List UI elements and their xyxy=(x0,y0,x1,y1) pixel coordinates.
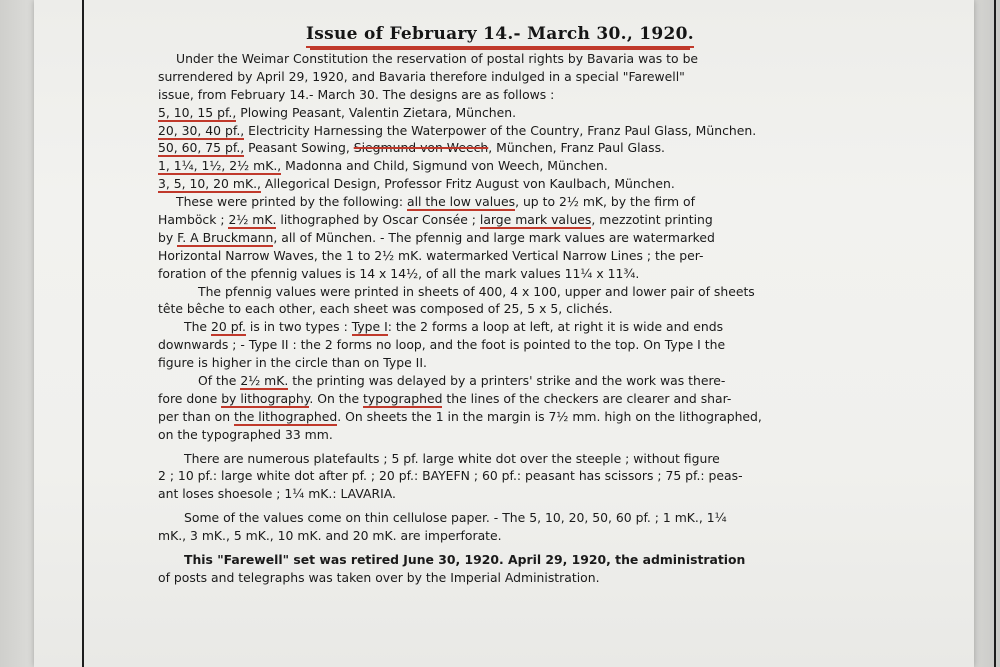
design-values: 3, 5, 10, 20 mK., xyxy=(158,176,261,192)
text-run: is in two types : xyxy=(245,319,352,335)
paragraph-5-line-4: on the typographed 33 mm. xyxy=(158,426,333,442)
design-row xyxy=(158,122,948,140)
text-run: the lines of the checkers are clearer and shar- xyxy=(442,390,732,406)
paragraph-1-line-1: Under the Weimar Constitution the reservation of postal rights by Bavaria was to be xyxy=(176,51,699,66)
paragraph-2-line-5: foration of the pfennig values is 14 x 14½, of all the mark values 11¼ x 11¾. xyxy=(158,265,640,281)
text-run: the printing was delayed by a printers' strike and the work was there- xyxy=(288,373,726,389)
text-run: Hamböck ; xyxy=(158,212,229,228)
underlined-text: Type I xyxy=(351,319,388,335)
paragraph-2-line-3 xyxy=(158,229,948,247)
paragraph-3-line-1: The pfennig values were printed in sheets of 400, 4 x 100, upper and lower pair of sheets xyxy=(198,283,755,299)
design-row xyxy=(158,104,948,122)
underlined-text: the lithographed xyxy=(234,408,338,424)
paragraph-8-line-2: of posts and telegraphs was taken over by the Imperial Administration. xyxy=(158,569,600,585)
design-description: Electricity Harnessing the Waterpower of the Country, Franz Paul Glass, München. xyxy=(244,122,757,138)
text-run: Of the xyxy=(198,373,241,389)
underlined-text: all the low values xyxy=(406,194,516,210)
paragraph-3-line-2: tête bêche to each other, each sheet was composed of 25, 5 x 5, clichés. xyxy=(158,301,613,317)
paragraph-6-line-3: ant loses shoesole ; 1¼ mK.: LAVARIA. xyxy=(158,486,396,502)
underlined-text: large mark values xyxy=(479,212,592,228)
underlined-text: typographed xyxy=(363,390,443,406)
paragraph-2-line-1 xyxy=(158,193,948,211)
design-values: 1, 1¼, 1½, 2½ mK., xyxy=(158,158,282,174)
text-run: . On the xyxy=(309,390,364,406)
page-title-text: Issue of February 14.- March 30., 1920. xyxy=(306,24,694,48)
design-row xyxy=(158,175,948,193)
underlined-text: by lithography xyxy=(221,390,310,406)
text-run: , up to 2½ mK, by the firm of xyxy=(515,194,695,210)
paragraph-5-line-2 xyxy=(158,390,948,408)
underlined-text: F. A Bruckmann xyxy=(177,229,274,245)
paragraph-5-line-3 xyxy=(158,408,948,426)
text-run: The xyxy=(184,319,211,335)
paragraph-6-line-2: 2 ; 10 pf.: large white dot after pf. ; 20 pf.: BAYEFN ; 60 pf.: peasant has scissors ; 75 pf.: peas- xyxy=(158,468,743,484)
paragraph-2-line-2 xyxy=(158,211,948,229)
text-run: . On sheets the 1 in the margin is 7½ mm. high on the lithographed, xyxy=(337,408,762,424)
text-run: , all of München. - The pfennig and large mark values are watermarked xyxy=(273,229,715,245)
design-description: Madonna and Child, Sigmund von Weech, München. xyxy=(281,158,608,174)
paragraph-5-line-1 xyxy=(158,372,948,390)
paragraph-6-line-1: There are numerous platefaults ; 5 pf. large white dot over the steeple ; without figure xyxy=(184,450,720,466)
underlined-text: 2½ mK. xyxy=(240,373,289,389)
design-values: 20, 30, 40 pf., xyxy=(158,122,245,138)
paragraph-1-line-2: surrendered by April 29, 1920, and Bavaria therefore indulged in a special "Farewell" xyxy=(158,68,685,84)
design-description: Allegorical Design, Professor Fritz August von Kaulbach, München. xyxy=(260,176,675,192)
design-values: 50, 60, 75 pf., xyxy=(158,140,245,156)
design-description: Plowing Peasant, Valentin Zietara, München. xyxy=(236,104,517,120)
paragraph-8-line-1: This "Farewell" set was retired June 30, 1920. April 29, 1920, the administration xyxy=(184,552,746,568)
paragraph-1-line-3: issue, from February 14.- March 30. The designs are as follows : xyxy=(158,86,555,102)
paragraph-7-line-2: mK., 3 mK., 5 mK., 10 mK. and 20 mK. are imperforate. xyxy=(158,528,502,544)
paragraph-2-line-4: Horizontal Narrow Waves, the 1 to 2½ mK. watermarked Vertical Narrow Lines ; the per- xyxy=(158,247,704,263)
page-title xyxy=(0,24,1000,44)
text-run: lithographed by Oscar Consée ; xyxy=(276,212,480,228)
paragraph-4-line-3: figure is higher in the circle than on Type II. xyxy=(158,355,427,371)
paragraph-7-line-1: Some of the values come on thin cellulose paper. - The 5, 10, 20, 50, 60 pf. ; 1 mK., 1¼ xyxy=(184,510,727,526)
design-row xyxy=(158,139,948,157)
text-run: by xyxy=(158,229,178,245)
paragraph-4-line-1 xyxy=(158,318,948,336)
text-run: These were printed by the following: xyxy=(176,194,407,210)
design-row xyxy=(158,157,948,175)
struck-out-text: Siegmund von Weech xyxy=(353,140,489,156)
paragraph-4-line-2: downwards ; - Type II : the 2 forms no loop, and the foot is pointed to the top. On Type I the xyxy=(158,337,726,353)
design-description: , München, Franz Paul Glass. xyxy=(488,140,665,156)
design-description: Peasant Sowing, xyxy=(244,140,354,156)
text-run: fore done xyxy=(158,390,222,406)
text-run: , mezzotint printing xyxy=(591,212,713,228)
underlined-text: 2½ mK. xyxy=(228,212,277,228)
text-run: : the 2 forms a loop at left, at right it is wide and ends xyxy=(387,319,724,335)
underlined-text: 20 pf. xyxy=(210,319,246,335)
text-run: per than on xyxy=(158,408,234,424)
design-values: 5, 10, 15 pf., xyxy=(158,104,237,120)
document-body xyxy=(158,50,948,587)
